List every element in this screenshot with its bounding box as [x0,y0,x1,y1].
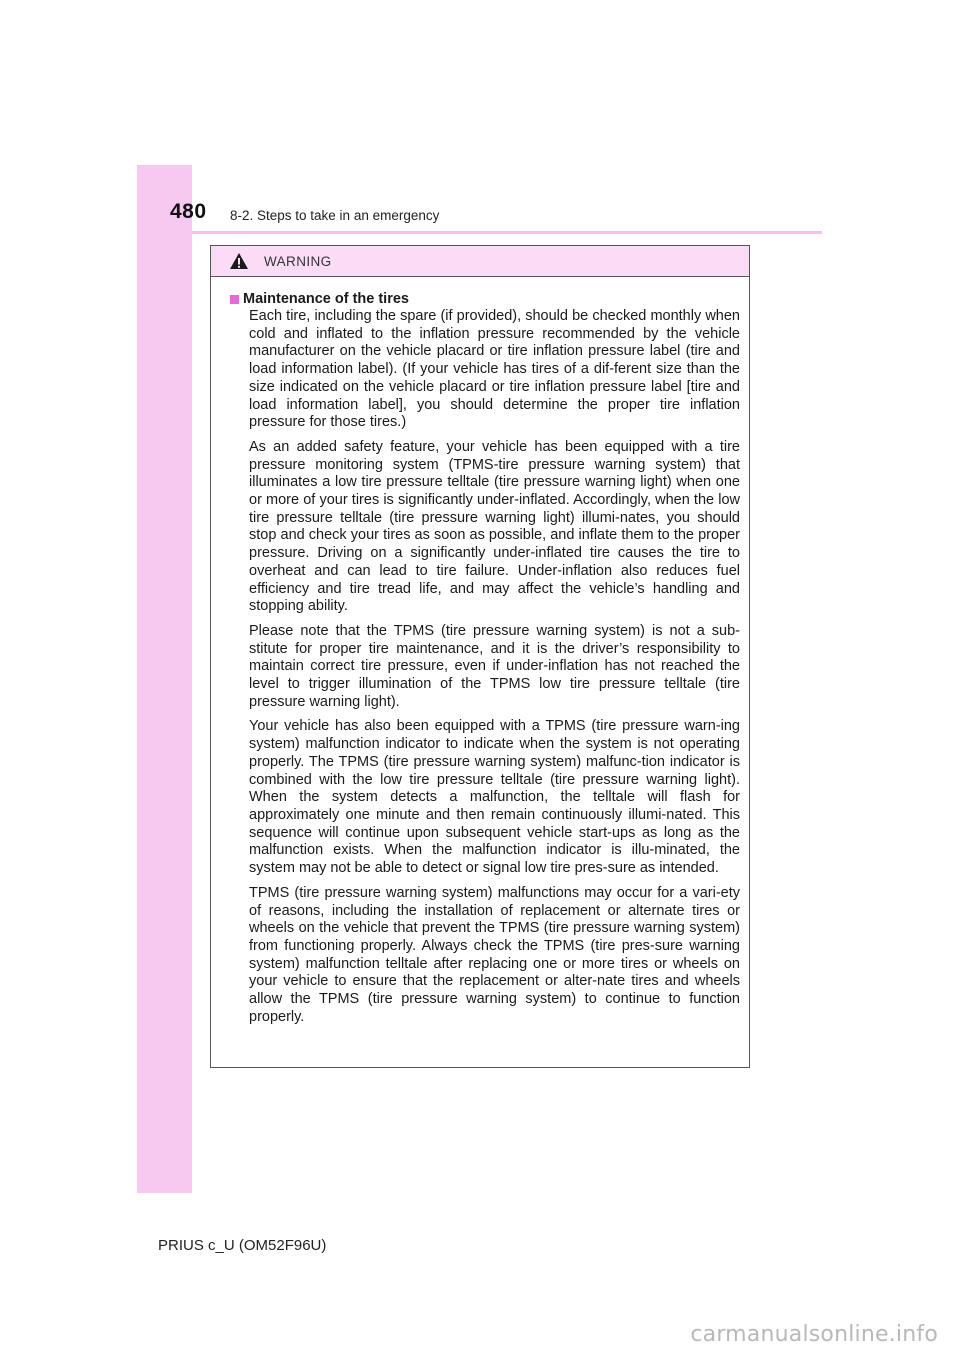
footer-model-code: PRIUS c_U (OM52F96U) [158,1237,327,1254]
watermark: carmanualsonline.info [690,1322,938,1347]
header-rule [192,231,822,234]
warning-header [211,246,749,277]
section-title: 8-2. Steps to take in an emergency [230,208,440,223]
warning-body [211,277,749,1026]
paragraph: As an added safety feature, your vehicle has been equipped with a tire pressure monitoring system (TPMS-tire pressure warning system) that illuminates a low tire pressure telltale (tire pressure warning light) when one or more of your tires is significantly under-inflated. Accordingly, when the low tire pressure telltale (tire pressure warning light) illumi-nates, you should stop and check your tires as soon as possible, and inflate them to the proper pressure. Driving on a significantly under-inflated tire causes the tire to overheat and can lead to tire failure. Under-inflation also reduces fuel efficiency and tire tread life, and may affect the vehicle’s handling and stopping ability. [249,438,740,615]
paragraph: Each tire, including the spare (if provided), should be checked monthly when cold and inflated to the inflation pressure recommended by the vehicle manufacturer on the vehicle placard or tire inflation pressure label (tire and load information label). (If your vehicle has tires of a dif-ferent size than the size indicated on the vehicle placard or tire inflation pressure label [tire and load information label], you should determine the proper tire inflation pressure for those tires.) [249,308,740,431]
chapter-side-tab [137,165,192,1193]
warning-label: WARNING [264,253,332,269]
paragraph: Your vehicle has also been equipped with a TPMS (tire pressure warn-ing system) malfunction indicator to indicate when the system is not operating properly. The TPMS (tire pressure warning system) malfunc-tion indicator is combined with the low tire pressure telltale (tire pressure warning light). When the system detects a malfunction, the telltale will flash for approximately one minute and then remain continuously illumi-nated. This sequence will continue upon subsequent vehicle start-ups as long as the malfunction exists. When the malfunction indicator is illu-minated, the system may not be able to detect or signal low tire pres-sure as intended. [249,718,740,877]
paragraph: TPMS (tire pressure warning system) malfunctions may occur for a vari-ety of reasons, including the installation of replacement or alternate tires or wheels on the vehicle that prevent the TPMS (tire pressure warning system) from functioning properly. Always check the TPMS (tire pres-sure warning system) malfunction telltale after replacing one or more tires or wheels on your vehicle to ensure that the replacement or alter-nate tires and wheels allow the TPMS (tire pressure warning system) to continue to function properly. [249,884,740,1025]
topic-heading [230,290,740,308]
square-bullet-icon [230,295,239,304]
paragraph: Please note that the TPMS (tire pressure warning system) is not a sub-stitute for proper tire maintenance, and it is the driver’s responsibility to maintain correct tire pressure, even if under-inflation has not reached the level to trigger illumination of the TPMS low tire pressure telltale (tire pressure warning light). [249,622,740,710]
warning-triangle-icon [229,252,249,270]
warning-box [210,245,750,1068]
topic-heading-text: Maintenance of the tires [243,291,409,307]
page-number: 480 [170,200,207,223]
